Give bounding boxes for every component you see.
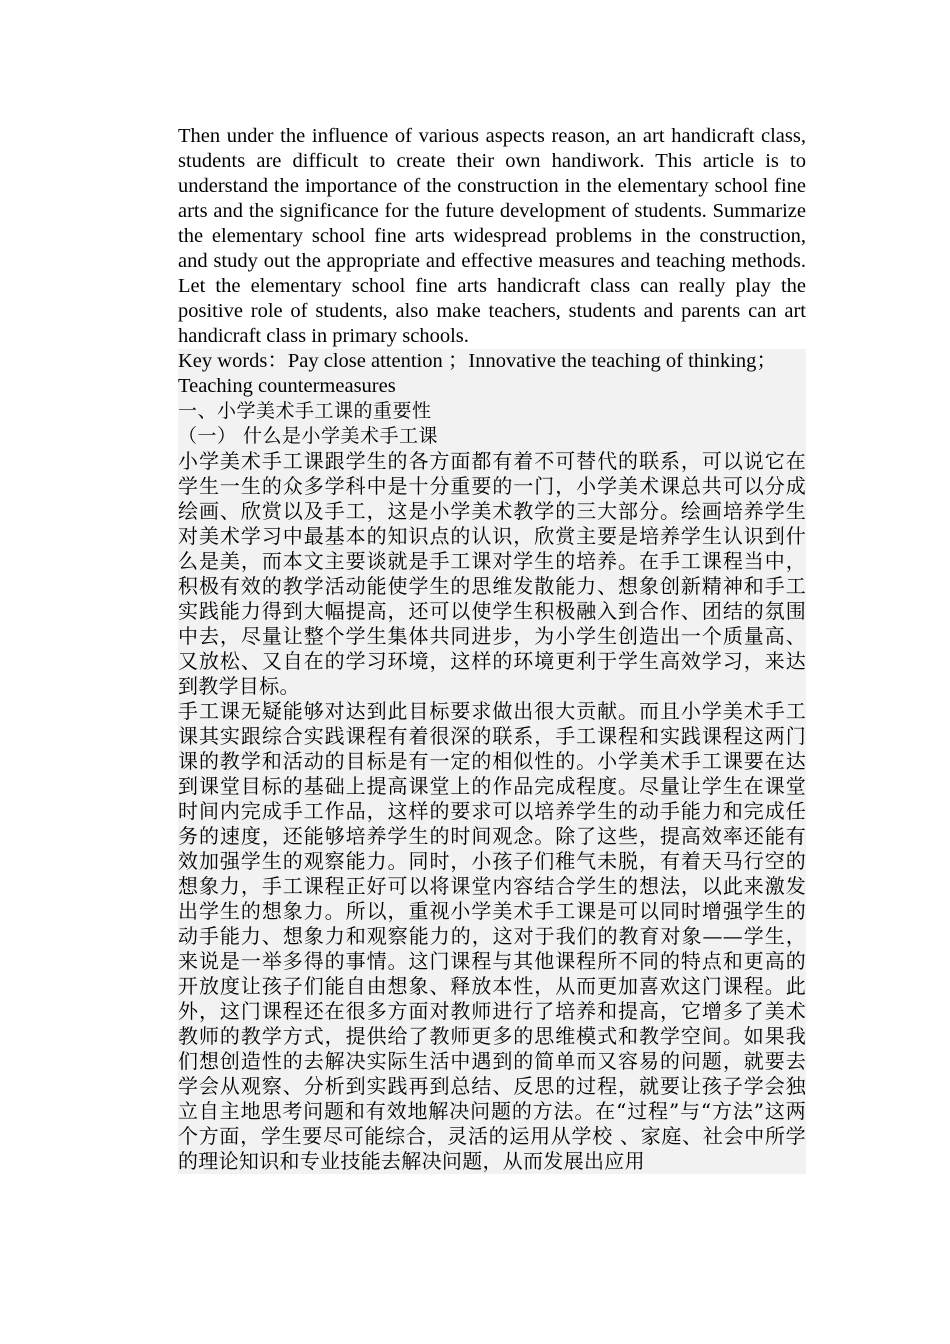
document-body bbox=[178, 124, 806, 1174]
keywords-line: Key words：Pay close attention ；Innovative the teaching of thinking；Teaching countermeasures bbox=[178, 349, 806, 399]
subsection-heading: （一） 什么是小学美术手工课 bbox=[178, 424, 806, 449]
section-heading: 一、小学美术手工课的重要性 bbox=[178, 399, 806, 424]
body-paragraph-2: 手工课无疑能够对达到此目标要求做出很大贡献。而且小学美术手工课其实跟综合实践课程有着很深的联系，手工课程和实践课程这两门课的教学和活动的目标是有一定的相似性的。小学美术手工课要在达到课堂目标的基础上提高课堂上的作品完成程度。尽量让学生在课堂时间内完成手工作品，这样的要求可以培养学生的动手能力和完成任务的速度，还能够培养学生的时间观念。除了这些，提高效率还能有效加强学生的观察能力。同时，小孩子们稚气未脱，有着天马行空的想象力，手工课程正好可以将课堂内容结合学生的想法，以此来激发出学生的想象力。所以，重视小学美术手工课是可以同时增强学生的动手能力、想象力和观察能力的，这对于我们的教育对象——学生，来说是一举多得的事情。这门课程与其他课程所不同的特点和更高的开放度让孩子们能自由想象、释放本性，从而更加喜欢这门课程。此外，这门课程还在很多方面对教师进行了培养和提高，它增多了美术教师的教学方式，提供给了教师更多的思维模式和教学空间。如果我们想创造性的去解决实际生活中遇到的简单而又容易的问题，就要去学会从观察、分析到实践再到总结、反思的过程，就要让孩子学会独立自主地思考问题和有效地解决问题的方法。在“过程”与“方法”这两个方面，学生要尽可能综合，灵活的运用从学校 、家庭、社会中所学的理论知识和专业技能去解决问题，从而发展出应用 bbox=[178, 699, 806, 1173]
body-paragraph-1: 小学美术手工课跟学生的各方面都有着不可替代的联系，可以说它在学生一生的众多学科中是十分重要的一门，小学美术课总共可以分成绘画、欣赏以及手工，这是小学美术教学的三大部分。绘画培养学生对美术学习中最基本的知识点的认识，欣赏主要是培养学生认识到什么是美，而本文主要谈就是手工课对学生的培养。在手工课程当中，积极有效的教学活动能使学生的思维发散能力、想象创新精神和手工实践能力得到大幅提高，还可以使学生积极融入到合作、团结的氛围中去，尽量让整个学生集体共同进步，为小学生创造出一个质量高、又放松、又自在的学习环境，这样的环境更利于学生高效学习，来达到教学目标。 bbox=[178, 449, 806, 698]
english-abstract: Then under the influence of various aspects reason, an art handicraft class, students are difficult to create their own handiwork. This article is to understand the importance of the construction in the elementary school fine arts and the significance for the future development of students. Summarize the elementary school fine arts widespread problems in the construction, and study out the appropriate and effective measures and teaching methods. Let the elementary school fine arts handicraft class can really play the positive role of students, also make teachers, students and parents can art handicraft class in primary schools. bbox=[178, 125, 806, 347]
